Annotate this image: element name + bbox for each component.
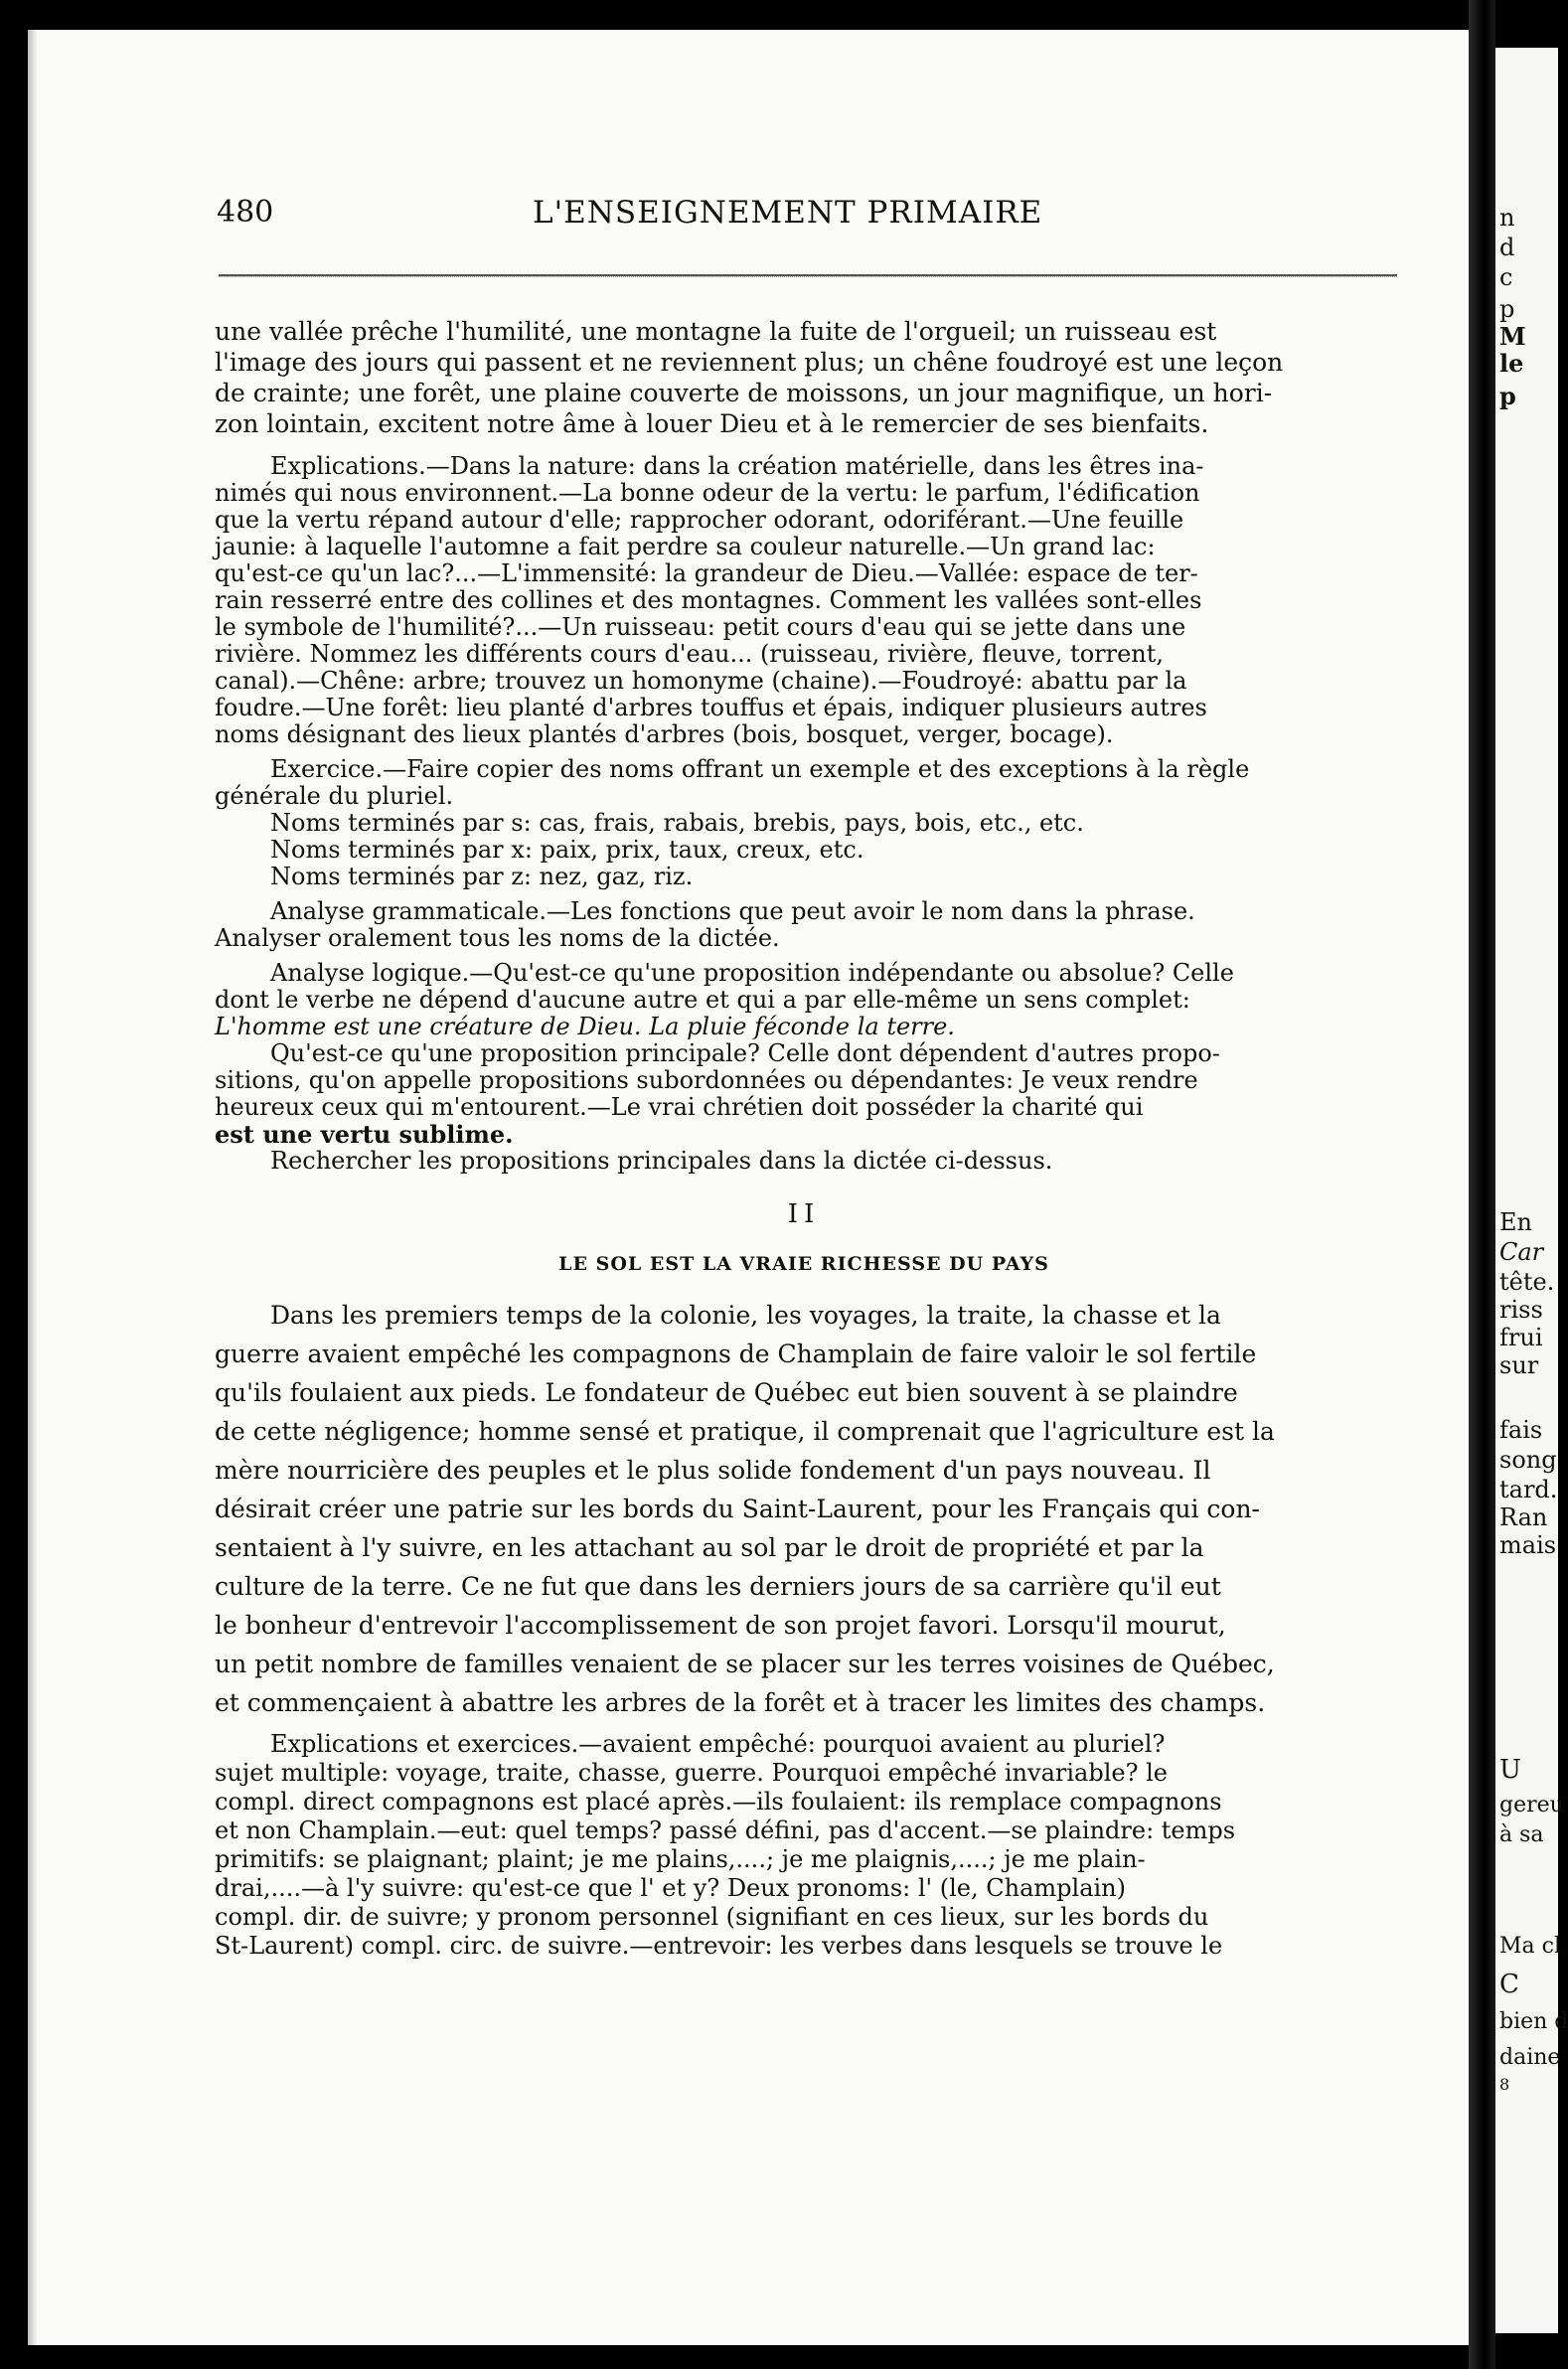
text-line: qu'est-ce qu'un lac?...—L'immensité: la grandeur de Dieu.—Vallée: espace de ter-: [215, 559, 1198, 587]
text-line: de crainte; une forêt, une plaine couverte de moissons, un jour magnifique, un hori-: [215, 379, 1273, 407]
text-line: Explications et exercices.—avaient empêché: pourquoi avaient au pluriel?: [270, 1730, 1166, 1758]
book-gutter: [1469, 0, 1495, 2369]
text-line: le symbole de l'humilité?...—Un ruisseau: petit cours d'eau qui se jette dans une: [215, 613, 1186, 641]
right-fragment: gereu: [1499, 1793, 1564, 1817]
text-line: guerre avaient empêché les compagnons de Champlain de faire valoir le sol fertile: [215, 1340, 1257, 1368]
right-fragment: 8: [1499, 2075, 1510, 2094]
text-line: Rechercher les propositions principales dans la dictée ci-dessus.: [270, 1147, 1053, 1175]
text-line: Dans les premiers temps de la colonie, les voyages, la traite, la chasse et la: [270, 1301, 1221, 1330]
text-line: Analyser oralement tous les noms de la dictée.: [215, 924, 780, 952]
right-fragment: p: [1499, 382, 1516, 410]
text-line: primitifs: se plaignant; plaint; je me plains,....; je me plaignis,....; je me plain-: [215, 1845, 1146, 1873]
dictee-paragraph: [215, 1296, 1393, 1722]
right-fragment: c: [1499, 263, 1513, 291]
text-line: compl. dir. de suivre; y pronom personnel (signifiant en ces lieux, sur les bords du: [215, 1903, 1209, 1931]
text-line: l'image des jours qui passent et ne reviennent plus; un chêne foudroyé est une leçon: [215, 348, 1284, 377]
text-line: foudre.—Une forêt: lieu planté d'arbres touffus et épais, indiquer plusieurs autres: [215, 694, 1207, 721]
right-fragment: M: [1499, 322, 1526, 351]
plural-rule-z: Noms terminés par z: nez, gaz, riz.: [270, 863, 694, 890]
text-line: est une vertu sublime.: [215, 1120, 514, 1149]
text-line: une vallée prêche l'humilité, une montagne la fuite de l'orgueil; un ruisseau est: [215, 317, 1217, 346]
text-line: L'homme est une créature de Dieu. La pluie féconde la terre.: [215, 1013, 955, 1040]
right-fragment: sur: [1499, 1351, 1539, 1379]
header-rule: [219, 274, 1397, 277]
text-line: dont le verbe ne dépend d'aucune autre et qui a par elle-même un sens complet:: [215, 986, 1190, 1014]
plural-rule-x: Noms terminés par x: paix, prix, taux, creux, etc.: [270, 836, 864, 864]
text-line: générale du pluriel.: [215, 782, 454, 810]
plural-rule-s: Noms terminés par s: cas, frais, rabais, brebis, pays, bois, etc., etc.: [270, 809, 1084, 837]
text-line: canal).—Chêne: arbre; trouvez un homonyme (chaine).—Foudroyé: abattu par la: [215, 667, 1187, 695]
text-line: noms désignant des lieux plantés d'arbres (bois, bosquet, verger, bocage).: [215, 720, 1114, 748]
right-fragment: p: [1499, 295, 1515, 323]
right-fragment: fais: [1499, 1416, 1543, 1444]
text-line: désirait créer une patrie sur les bords du Saint-Laurent, pour les Français qui con-: [215, 1495, 1260, 1523]
right-fragment: mais: [1499, 1531, 1557, 1559]
section-number: II: [787, 1199, 821, 1229]
text-line: Explications.—Dans la nature: dans la création matérielle, dans les êtres ina-: [270, 452, 1204, 480]
text-line: Qu'est-ce qu'une proposition principale? Celle dont dépendent d'autres propo-: [270, 1039, 1220, 1067]
analyse-logique-paragraph: [215, 960, 1393, 1175]
text-line: culture de la terre. Ce ne fut que dans les derniers jours de sa carrière qu'il eut: [215, 1572, 1221, 1601]
text-line: Exercice.—Faire copier des noms offrant un exemple et des exceptions à la règle: [270, 755, 1250, 783]
intro-paragraph: [215, 316, 1393, 439]
section-title: LE SOL EST LA VRAIE RICHESSE DU PAYS: [558, 1253, 1049, 1275]
page-body: [215, 316, 1393, 1961]
analyse-grammaticale-paragraph: [215, 898, 1393, 952]
text-line: drai,....—à l'y suivre: qu'est-ce que l' et y? Deux pronoms: l' (le, Champlain): [215, 1874, 1126, 1902]
right-fragment: song: [1499, 1446, 1557, 1474]
running-head: [217, 195, 1093, 242]
text-line: compl. direct compagnons est placé après.—ils foulaient: ils remplace compagnons: [215, 1788, 1222, 1816]
text-line: qu'ils foulaient aux pieds. Le fondateur de Québec eut bien souvent à se plaindre: [215, 1378, 1238, 1407]
text-line: de cette négligence; homme sensé et pratique, il comprenait que l'agriculture est la: [215, 1417, 1275, 1446]
text-line: zon lointain, excitent notre âme à louer Dieu et à le remercier de ses bienfaits.: [215, 409, 1209, 438]
text-line: rain resserré entre des collines et des montagnes. Comment les vallées sont-elles: [215, 586, 1202, 614]
page-number: 480: [217, 195, 274, 230]
text-line: jaunie: à laquelle l'automne a fait perdre sa couleur naturelle.—Un grand lac:: [215, 533, 1156, 560]
text-line: St-Laurent) compl. circ. de suivre.—entrevoir: les verbes dans lesquels se trouve le: [215, 1932, 1223, 1960]
text-line: et commençaient à abattre les arbres de la forêt et à tracer les limites des champs.: [215, 1688, 1266, 1717]
right-fragment: C: [1499, 1970, 1519, 1999]
text-line: sujet multiple: voyage, traite, chasse, guerre. Pourquoi empêché invariable? le: [215, 1759, 1168, 1787]
right-fragment: U: [1499, 1755, 1521, 1785]
right-page-edge: [1495, 48, 1568, 2333]
right-fragment: à sa: [1499, 1822, 1544, 1847]
right-fragment: Ma cl: [1499, 1934, 1561, 1959]
explications-paragraph: [215, 453, 1393, 748]
right-fragment: tête.: [1499, 1268, 1555, 1296]
right-fragment: riss: [1499, 1296, 1543, 1324]
text-line: mère nourricière des peuples et le plus solide fondement d'un pays nouveau. Il: [215, 1456, 1211, 1485]
exercice-paragraph: [215, 756, 1393, 890]
page-edge-shadow: [28, 30, 38, 2345]
right-fragment: d: [1499, 234, 1515, 261]
right-fragment: tard.: [1499, 1476, 1558, 1503]
right-fragment: bien d: [1499, 2009, 1568, 2034]
text-line: rivière. Nommez les différents cours d'eau... (ruisseau, rivière, fleuve, torrent,: [215, 640, 1165, 668]
right-fragment: Ran: [1499, 1503, 1548, 1531]
right-fragment: Car: [1499, 1238, 1544, 1266]
text-line: sentaient à l'y suivre, en les attachant au sol par le droit de propriété et par la: [215, 1533, 1204, 1562]
text-line: Analyse grammaticale.—Les fonctions que peut avoir le nom dans la phrase.: [270, 897, 1195, 925]
text-line: un petit nombre de familles venaient de se placer sur les terres voisines de Québec,: [215, 1650, 1275, 1678]
explications-exercices-paragraph: [215, 1730, 1393, 1961]
text-line: heureux ceux qui m'entourent.—Le vrai chrétien doit posséder la charité qui: [215, 1093, 1144, 1121]
text-line: et non Champlain.—eut: quel temps? passé défini, pas d'accent.—se plaindre: temps: [215, 1816, 1236, 1844]
right-fragment: daine: [1499, 2045, 1561, 2070]
running-title: L'ENSEIGNEMENT PRIMAIRE: [533, 195, 1043, 231]
right-fragment: le: [1499, 349, 1524, 378]
text-line: Analyse logique.—Qu'est-ce qu'une proposition indépendante ou absolue? Celle: [270, 959, 1234, 987]
right-fragment: n: [1499, 204, 1515, 232]
right-fragment: En: [1499, 1208, 1532, 1236]
text-line: que la vertu répand autour d'elle; rapprocher odorant, odoriférant.—Une feuille: [215, 506, 1184, 534]
text-line: nimés qui nous environnent.—La bonne odeur de la vertu: le parfum, l'édification: [215, 479, 1200, 507]
text-line: sitions, qu'on appelle propositions subordonnées ou dépendantes: Je veux rendre: [215, 1066, 1198, 1094]
text-line: le bonheur d'entrevoir l'accomplissement de son projet favori. Lorsqu'il mourut,: [215, 1611, 1226, 1640]
right-fragment: frui: [1499, 1324, 1543, 1351]
